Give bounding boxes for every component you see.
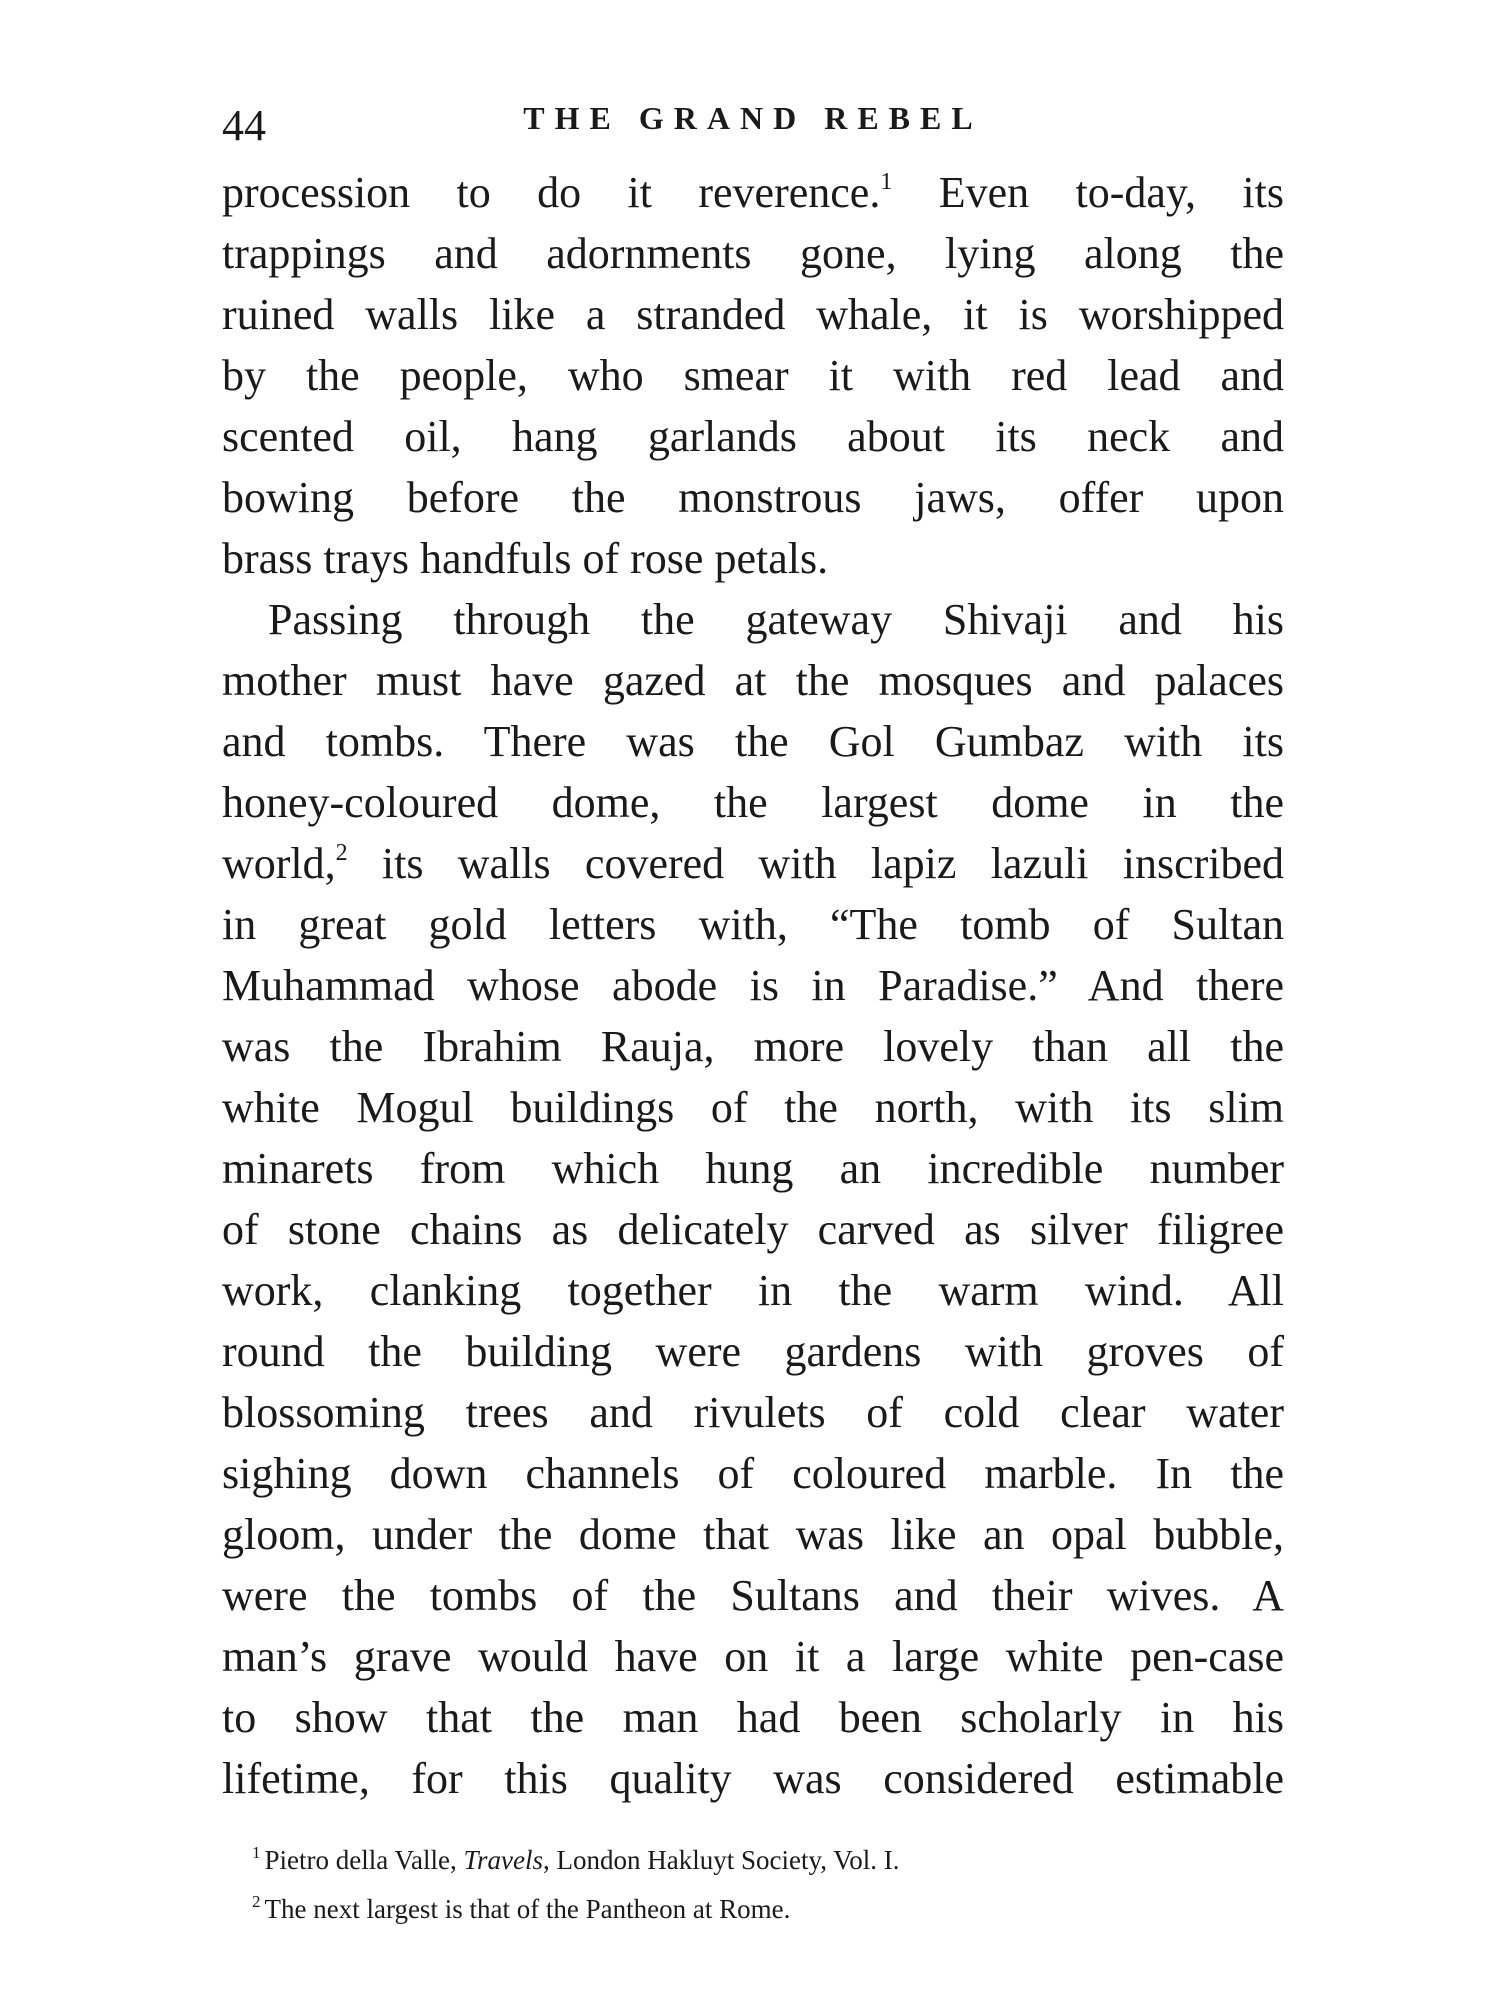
text-line: scented oil, hang garlands about its neck and (222, 412, 1284, 461)
footnote-text: , London Hakluyt Society, Vol. I. (542, 1845, 900, 1875)
text-line: man’s grave would have on it a large white pen-case (222, 1632, 1284, 1681)
footnote-mark: 2 (252, 1892, 261, 1911)
text-segment: world, (222, 839, 336, 888)
text-line: lifetime, for this quality was considered estimable (222, 1754, 1284, 1803)
text-line: of stone chains as delicately carved as silver filigree (222, 1205, 1284, 1254)
text-line: were the tombs of the Sultans and their wives. A (222, 1571, 1284, 1620)
text-line: blossoming trees and rivulets of cold clear water (222, 1388, 1284, 1437)
footnotes (252, 1832, 1252, 1930)
text-line: bowing before the monstrous jaws, offer upon (222, 473, 1284, 522)
running-head (222, 96, 1284, 156)
text-segment: procession to do it reverence. (222, 168, 881, 217)
text-line: Passing through the gateway Shivaji and his (268, 595, 1284, 644)
text-line: honey-coloured dome, the largest dome in the (222, 778, 1284, 827)
text-segment: its walls covered with lapiz lazuli inscribed (347, 839, 1284, 888)
text-segment: Even to-day, its (892, 168, 1284, 217)
text-line: was the Ibrahim Rauja, more lovely than all the (222, 1022, 1284, 1071)
text-line: brass trays handfuls of rose petals. (222, 534, 829, 583)
text-line: round the building were gardens with groves of (222, 1327, 1284, 1376)
text-line: in great gold letters with, “The tomb of Sultan (222, 900, 1284, 949)
footnote-text: The next largest is that of the Pantheon at Rome. (264, 1894, 791, 1924)
text-line: white Mogul buildings of the north, with its slim (222, 1083, 1284, 1132)
footnote-ref: 1 (880, 169, 893, 195)
footnote-text: Pietro della Valle, (264, 1845, 464, 1875)
footnote-mark: 1 (252, 1843, 261, 1862)
text-line: work, clanking together in the warm wind. All (222, 1266, 1284, 1315)
body-text (222, 162, 1284, 1809)
text-line: by the people, who smear it with red lead and (222, 351, 1284, 400)
running-title: THE GRAND REBEL (523, 100, 983, 136)
footnote-ref: 2 (335, 840, 348, 866)
footnote (252, 1881, 1252, 1930)
footnote (252, 1832, 1252, 1881)
text-line (222, 833, 1284, 894)
page-number: 44 (222, 101, 266, 150)
footnote-title: Travels (463, 1845, 543, 1875)
text-line: sighing down channels of coloured marble. In the (222, 1449, 1284, 1498)
text-line: trappings and adornments gone, lying along the (222, 229, 1284, 278)
text-line: ruined walls like a stranded whale, it is worshipped (222, 290, 1284, 339)
text-line: Muhammad whose abode is in Paradise.” And there (222, 961, 1284, 1010)
text-line: mother must have gazed at the mosques and palaces (222, 656, 1284, 705)
text-line: gloom, under the dome that was like an opal bubble, (222, 1510, 1284, 1559)
text-line: and tombs. There was the Gol Gumbaz with its (222, 717, 1284, 766)
text-line (222, 162, 1284, 223)
text-line: minarets from which hung an incredible number (222, 1144, 1284, 1193)
text-line: to show that the man had been scholarly in his (222, 1693, 1284, 1742)
